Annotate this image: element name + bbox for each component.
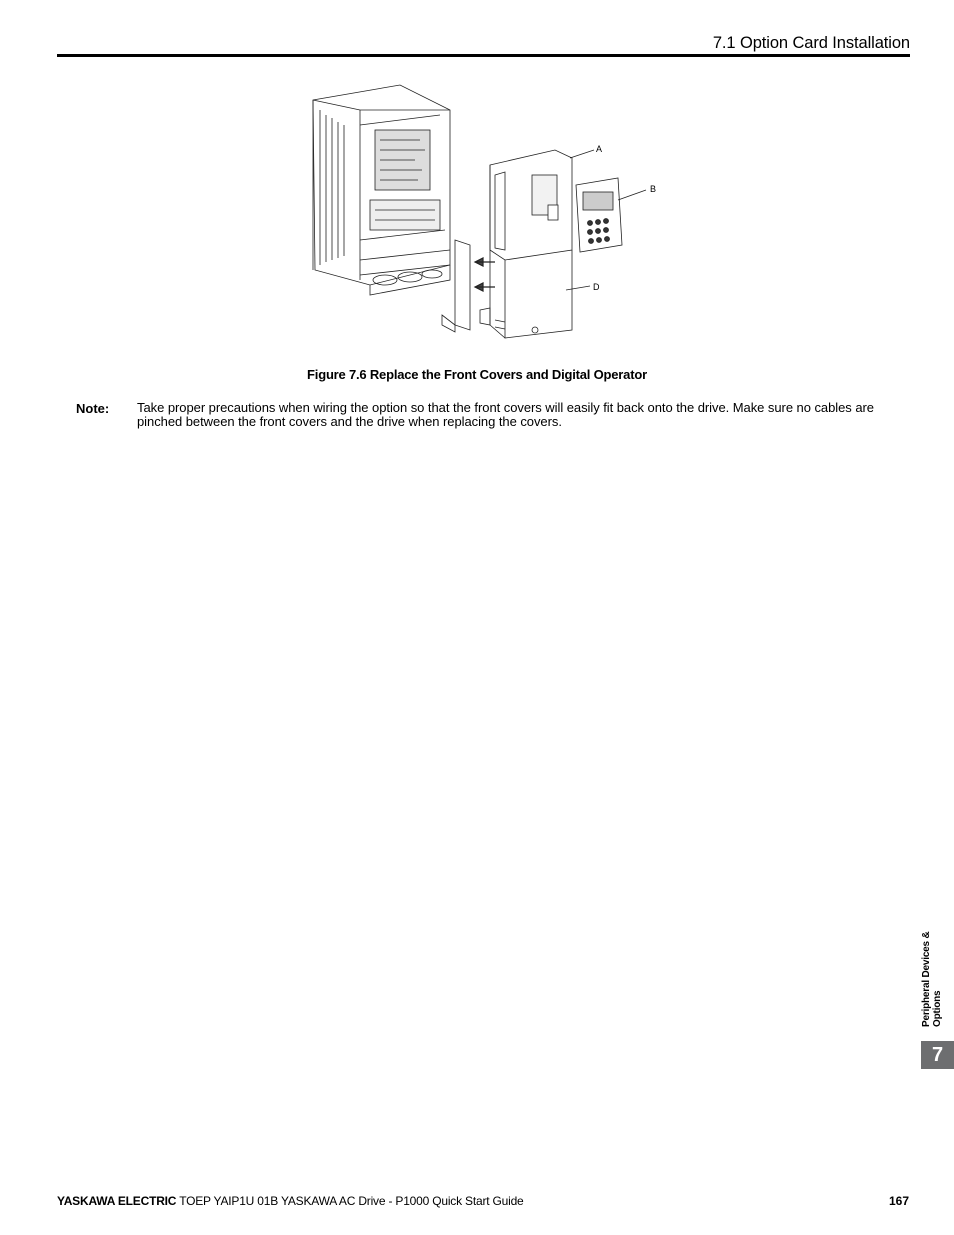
label-d: D	[593, 282, 600, 292]
figure-caption: Figure 7.6 Replace the Front Covers and Digital Operator	[307, 367, 647, 382]
chapter-tab: 7	[921, 1041, 954, 1069]
figure-drive-illustration	[300, 80, 670, 350]
footer-document-info	[57, 1194, 524, 1208]
front-covers	[480, 150, 572, 338]
leader-line-b	[618, 190, 646, 200]
note-text: Take proper precautions when wiring the option so that the front covers will easily fit back onto the drive. Make sure no cables are pinched between the front covers and the drive when replacing the covers.	[137, 400, 874, 429]
drive-body	[313, 85, 450, 295]
section-title: 7.1 Option Card Installation	[712, 34, 910, 52]
label-a: A	[596, 144, 603, 154]
footer-doc-title: TOEP YAIP1U 01B YASKAWA AC Drive - P1000 Quick Start Guide	[179, 1194, 524, 1208]
leader-line-a	[570, 150, 594, 158]
header-rule	[57, 54, 910, 57]
note-label: Note:	[76, 401, 110, 416]
side-tab-label: Peripheral Devices & Options	[921, 931, 943, 1027]
page-number: 167	[888, 1194, 909, 1208]
footer-brand: YASKAWA ELECTRIC	[57, 1194, 177, 1208]
label-b: B	[650, 184, 657, 194]
direction-arrows	[475, 258, 495, 291]
digital-operator	[576, 178, 622, 252]
leader-line-d	[566, 286, 590, 290]
